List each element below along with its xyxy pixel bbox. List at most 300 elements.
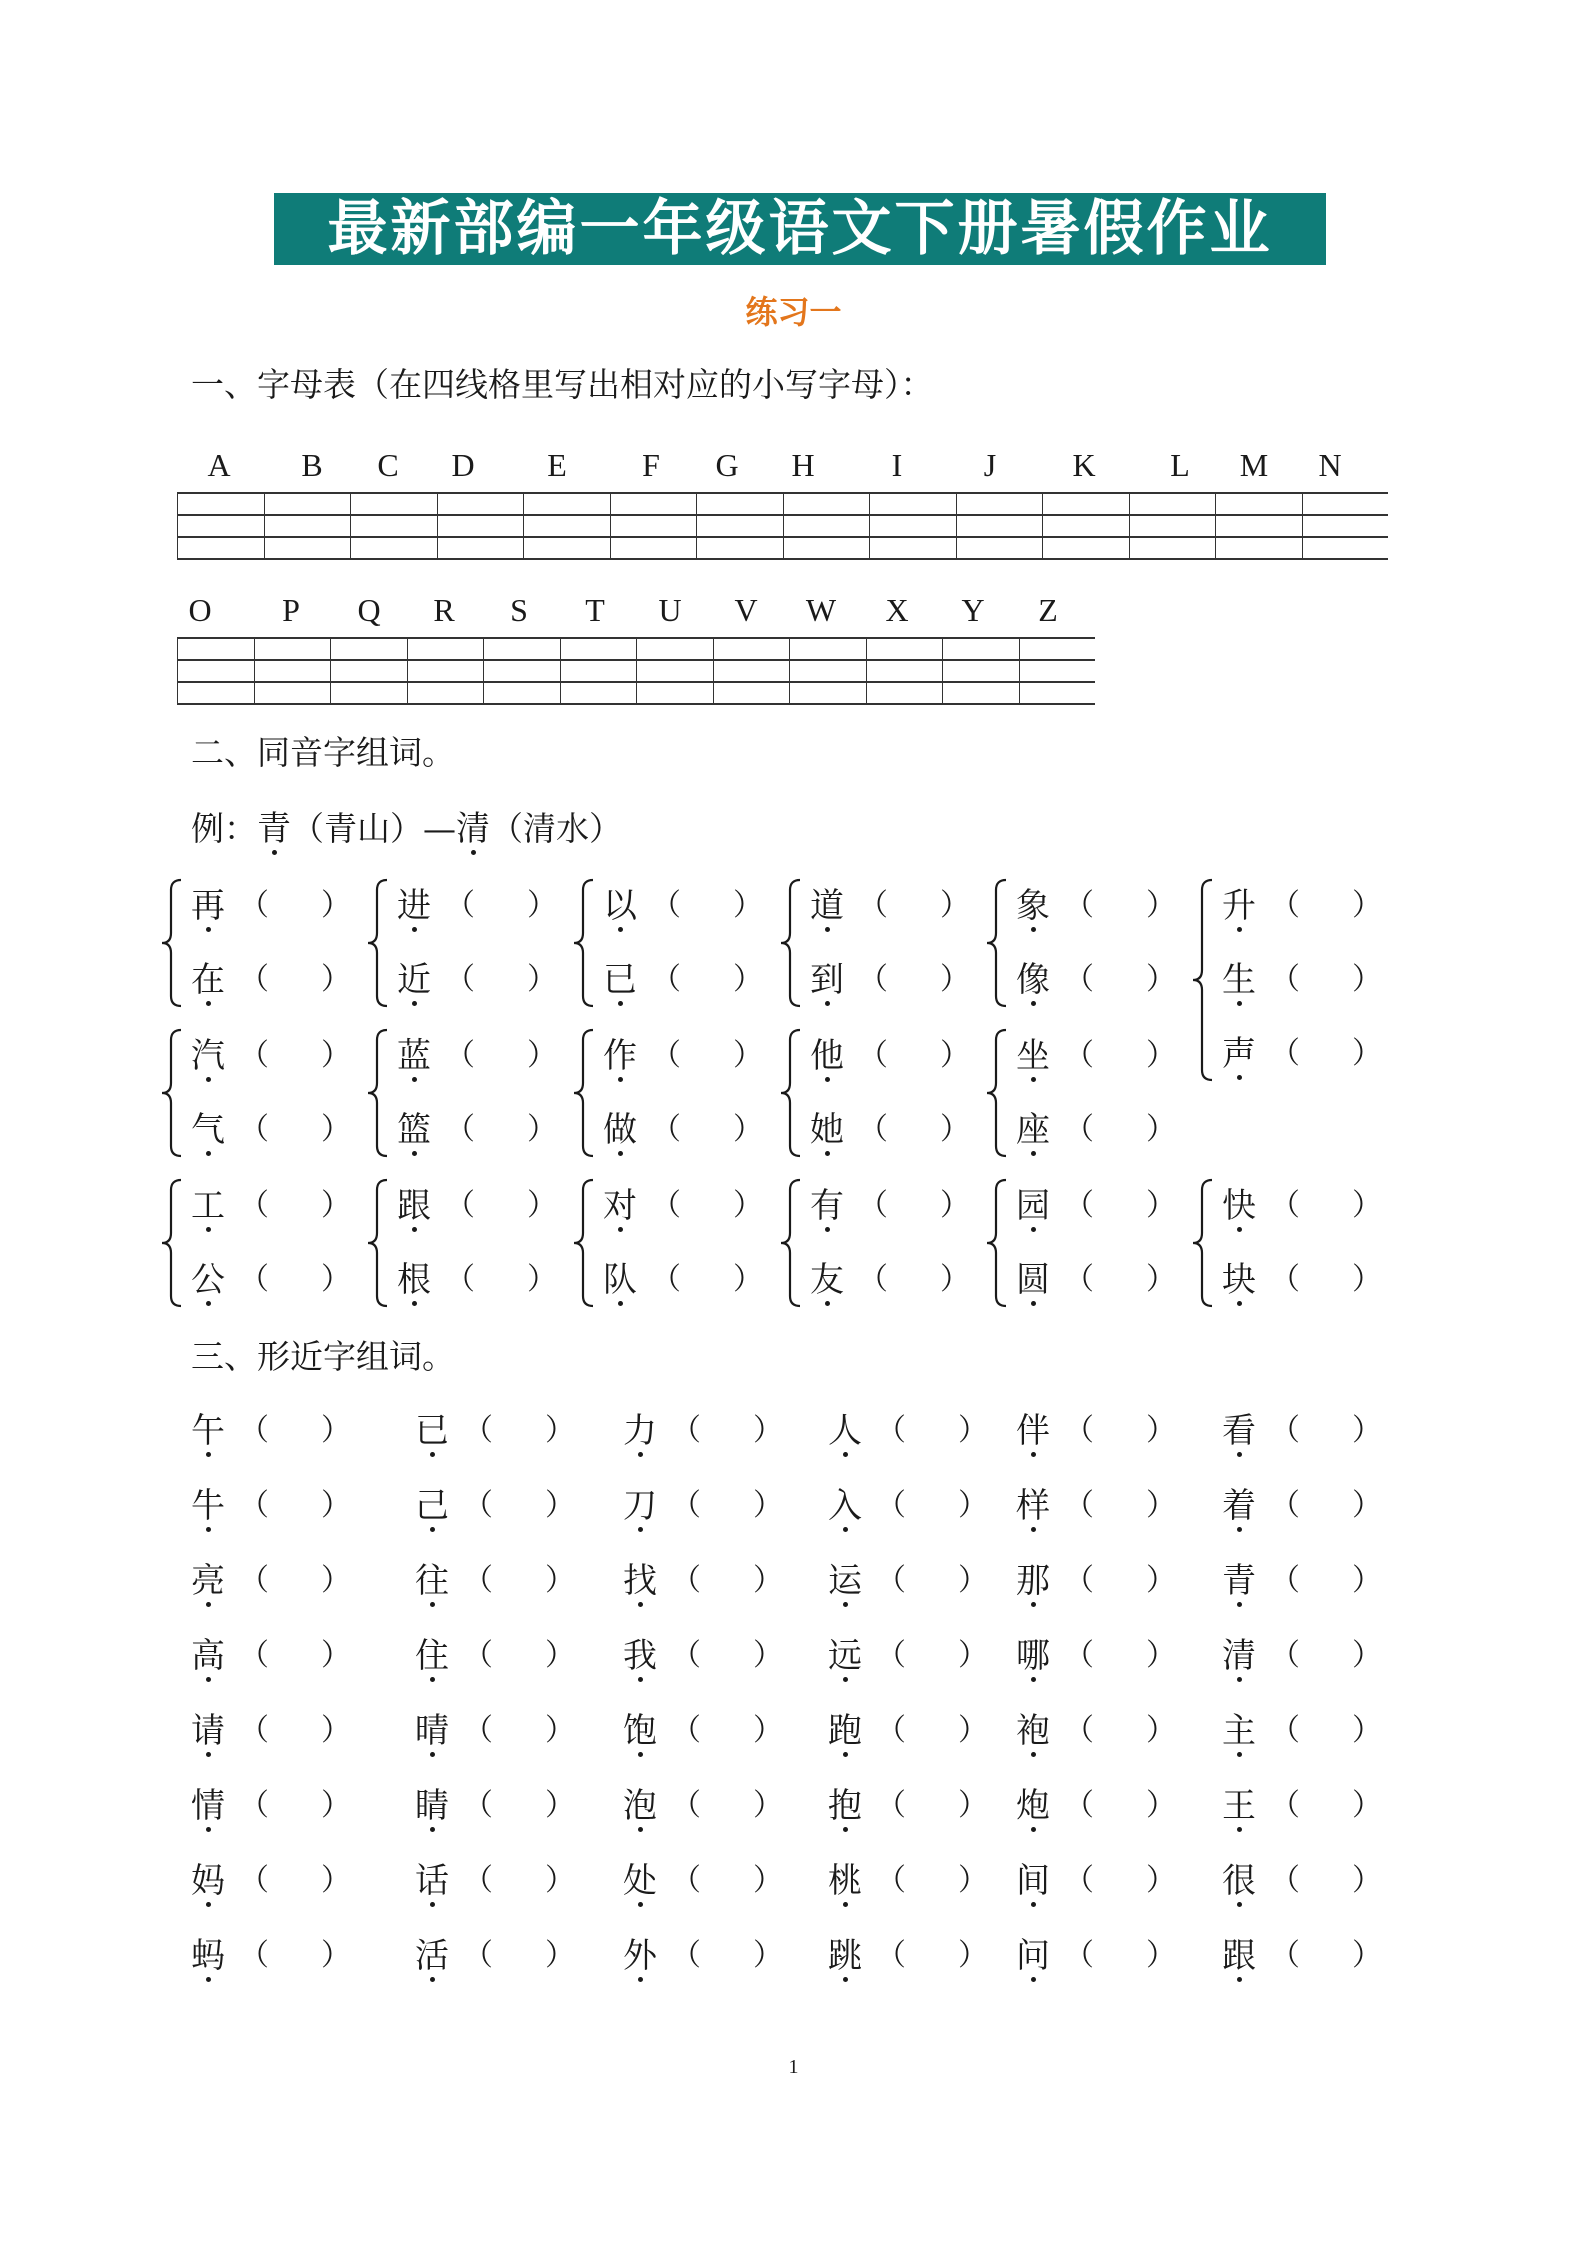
alphabet-letter: M xyxy=(1239,447,1269,483)
alphabet-letter: L xyxy=(1170,447,1190,483)
answer-paren-open: （ xyxy=(671,1638,701,1673)
homophone-item xyxy=(1016,1258,1050,1302)
homophone-item xyxy=(603,1108,637,1152)
answer-paren-open: （ xyxy=(1064,1638,1094,1673)
similar-char: 间 xyxy=(1016,1861,1050,1901)
answer-paren-close: ） xyxy=(1352,1713,1382,1748)
answer-paren-close: ） xyxy=(321,1713,351,1748)
homophone-char: 进 xyxy=(397,886,431,926)
similar-char: 泡 xyxy=(623,1786,657,1826)
four-line-grid-1[interactable] xyxy=(177,492,1388,560)
similar-char-item xyxy=(415,1859,449,1903)
section1-heading: 一、字母表（在四线格里写出相对应的小写字母）： xyxy=(191,365,934,404)
answer-paren-open: （ xyxy=(445,1262,475,1297)
similar-char-item xyxy=(1222,1784,1256,1828)
answer-paren-open: （ xyxy=(1064,1112,1094,1147)
exercise-subtitle: 练习一 xyxy=(745,293,842,331)
similar-char: 午 xyxy=(191,1411,225,1451)
answer-paren-open: （ xyxy=(239,962,269,997)
answer-paren-close: ） xyxy=(527,1188,557,1223)
similar-char-item xyxy=(623,1859,657,1903)
brace-icon xyxy=(778,878,804,1012)
answer-paren-close: ） xyxy=(1146,962,1176,997)
example-word-1: （青山） xyxy=(291,809,423,848)
similar-char: 请 xyxy=(191,1711,225,1751)
page-title: 最新部编一年级语文下册暑假作业 xyxy=(327,194,1273,264)
answer-paren-open: （ xyxy=(239,1262,269,1297)
homophone-char: 块 xyxy=(1222,1260,1256,1300)
homophone-char: 道 xyxy=(810,886,844,926)
grid-cell[interactable] xyxy=(523,492,610,560)
section3-heading: 三、形近字组词。 xyxy=(191,1337,455,1376)
homophone-char: 已 xyxy=(603,960,637,1000)
answer-paren-close: ） xyxy=(545,1488,575,1523)
answer-paren-close: ） xyxy=(753,1863,783,1898)
answer-paren-close: ） xyxy=(527,962,557,997)
grid-cell[interactable] xyxy=(866,637,943,705)
answer-paren-open: （ xyxy=(858,888,888,923)
answer-paren-close: ） xyxy=(733,1262,763,1297)
four-line-grid-2[interactable] xyxy=(177,637,1095,705)
similar-char-item xyxy=(191,1409,225,1453)
similar-char-item xyxy=(1222,1934,1256,1978)
homophone-char: 生 xyxy=(1222,960,1256,1000)
alphabet-letter: G xyxy=(715,447,739,483)
grid-cell[interactable] xyxy=(254,637,331,705)
grid-cell[interactable] xyxy=(1019,637,1096,705)
brace-icon xyxy=(984,1028,1010,1162)
example-char-2: 清 xyxy=(456,809,490,849)
answer-paren-open: （ xyxy=(671,1863,701,1898)
answer-paren-open: （ xyxy=(671,1563,701,1598)
answer-paren-close: ） xyxy=(321,1938,351,1973)
similar-char-item xyxy=(828,1934,862,1978)
similar-char: 妈 xyxy=(191,1861,225,1901)
homophone-item xyxy=(191,1108,225,1152)
answer-paren-close: ） xyxy=(753,1488,783,1523)
similar-char: 伴 xyxy=(1016,1411,1050,1451)
answer-paren-open: （ xyxy=(445,1112,475,1147)
answer-paren-close: ） xyxy=(958,1413,988,1448)
example-dash: — xyxy=(423,809,456,848)
alphabet-letter: H xyxy=(791,447,815,483)
answer-paren-close: ） xyxy=(733,1112,763,1147)
similar-char-item xyxy=(1016,1409,1050,1453)
similar-char-item xyxy=(828,1709,862,1753)
similar-char: 那 xyxy=(1016,1561,1050,1601)
homophone-item xyxy=(1016,1184,1050,1228)
similar-char: 跑 xyxy=(828,1711,862,1751)
answer-paren-close: ） xyxy=(753,1413,783,1448)
grid-line xyxy=(177,659,1095,661)
similar-char: 外 xyxy=(623,1936,657,1976)
answer-paren-close: ） xyxy=(527,1038,557,1073)
answer-paren-open: （ xyxy=(1064,1188,1094,1223)
homophone-item xyxy=(397,958,431,1002)
similar-char-item xyxy=(623,1484,657,1528)
answer-paren-open: （ xyxy=(1270,1563,1300,1598)
similar-char-item xyxy=(191,1559,225,1603)
homophone-char: 圆 xyxy=(1016,1260,1050,1300)
answer-paren-open: （ xyxy=(1270,888,1300,923)
grid-cell[interactable] xyxy=(1042,492,1129,560)
grid-cell[interactable] xyxy=(330,637,407,705)
grid-cell[interactable] xyxy=(407,637,484,705)
brace-icon xyxy=(571,1178,597,1312)
similar-char-item xyxy=(1222,1859,1256,1903)
homophone-char: 再 xyxy=(191,886,225,926)
answer-paren-open: （ xyxy=(1064,1038,1094,1073)
answer-paren-close: ） xyxy=(958,1788,988,1823)
grid-cell[interactable] xyxy=(1129,492,1216,560)
answer-paren-close: ） xyxy=(958,1863,988,1898)
answer-paren-open: （ xyxy=(463,1563,493,1598)
grid-cell[interactable] xyxy=(264,492,351,560)
similar-char-item xyxy=(191,1934,225,1978)
answer-paren-close: ） xyxy=(958,1638,988,1673)
answer-paren-open: （ xyxy=(858,1262,888,1297)
similar-char: 话 xyxy=(415,1861,449,1901)
answer-paren-open: （ xyxy=(1064,1488,1094,1523)
answer-paren-open: （ xyxy=(239,1938,269,1973)
page-number: 1 xyxy=(788,2056,799,2078)
similar-char: 处 xyxy=(623,1861,657,1901)
similar-char-item xyxy=(623,1709,657,1753)
answer-paren-close: ） xyxy=(753,1788,783,1823)
homophone-item xyxy=(191,958,225,1002)
similar-char: 往 xyxy=(415,1561,449,1601)
answer-paren-close: ） xyxy=(733,888,763,923)
grid-cell[interactable] xyxy=(610,492,697,560)
answer-paren-open: （ xyxy=(239,1713,269,1748)
homophone-item xyxy=(810,1258,844,1302)
answer-paren-close: ） xyxy=(545,1713,575,1748)
brace-icon xyxy=(984,878,1010,1012)
homophone-char: 作 xyxy=(603,1036,637,1076)
similar-char: 高 xyxy=(191,1636,225,1676)
homophone-char: 做 xyxy=(603,1110,637,1150)
homophone-item xyxy=(397,1034,431,1078)
answer-paren-close: ） xyxy=(321,888,351,923)
grid-cell[interactable] xyxy=(636,637,713,705)
answer-paren-close: ） xyxy=(753,1638,783,1673)
alphabet-letter: K xyxy=(1072,447,1096,483)
answer-paren-open: （ xyxy=(1270,1188,1300,1223)
grid-cell[interactable] xyxy=(1215,492,1302,560)
answer-paren-close: ） xyxy=(1352,1863,1382,1898)
similar-char-item xyxy=(415,1559,449,1603)
grid-line xyxy=(177,514,1388,516)
similar-char-item xyxy=(1016,1559,1050,1603)
answer-paren-open: （ xyxy=(876,1713,906,1748)
brace-icon xyxy=(159,1178,185,1312)
homophone-char: 到 xyxy=(810,960,844,1000)
answer-paren-close: ） xyxy=(1352,1488,1382,1523)
answer-paren-open: （ xyxy=(239,1488,269,1523)
answer-paren-open: （ xyxy=(876,1413,906,1448)
homophone-char: 篮 xyxy=(397,1110,431,1150)
alphabet-letter: F xyxy=(642,447,660,483)
homophone-char: 根 xyxy=(397,1260,431,1300)
answer-paren-close: ） xyxy=(1146,1938,1176,1973)
answer-paren-close: ） xyxy=(940,962,970,997)
answer-paren-close: ） xyxy=(1352,1938,1382,1973)
similar-char: 哪 xyxy=(1016,1636,1050,1676)
homophone-item xyxy=(603,884,637,928)
answer-paren-open: （ xyxy=(1064,1863,1094,1898)
answer-paren-close: ） xyxy=(958,1488,988,1523)
answer-paren-open: （ xyxy=(463,1938,493,1973)
grid-cell[interactable] xyxy=(483,637,560,705)
similar-char: 住 xyxy=(415,1636,449,1676)
answer-paren-close: ） xyxy=(1146,888,1176,923)
similar-char: 桃 xyxy=(828,1861,862,1901)
brace-icon xyxy=(571,1028,597,1162)
answer-paren-close: ） xyxy=(1352,1262,1382,1297)
similar-char: 蚂 xyxy=(191,1936,225,1976)
similar-char: 运 xyxy=(828,1561,862,1601)
homophone-char: 园 xyxy=(1016,1186,1050,1226)
answer-paren-close: ） xyxy=(1352,1638,1382,1673)
answer-paren-open: （ xyxy=(858,1038,888,1073)
homophone-item xyxy=(397,1184,431,1228)
answer-paren-close: ） xyxy=(1146,1863,1176,1898)
homophone-item xyxy=(1222,1184,1256,1228)
answer-paren-close: ） xyxy=(753,1563,783,1598)
brace-icon xyxy=(365,1178,391,1312)
homophone-char: 公 xyxy=(191,1260,225,1300)
alphabet-letter: Y xyxy=(961,592,985,628)
similar-char-item xyxy=(623,1784,657,1828)
answer-paren-close: ） xyxy=(940,1188,970,1223)
similar-char: 入 xyxy=(828,1486,862,1526)
answer-paren-open: （ xyxy=(1270,1788,1300,1823)
similar-char: 已 xyxy=(415,1411,449,1451)
brace-icon xyxy=(1190,878,1216,1086)
similar-char-item xyxy=(415,1409,449,1453)
answer-paren-close: ） xyxy=(321,1413,351,1448)
brace-icon xyxy=(365,1028,391,1162)
similar-char: 跟 xyxy=(1222,1936,1256,1976)
similar-char: 炮 xyxy=(1016,1786,1050,1826)
answer-paren-close: ） xyxy=(321,1112,351,1147)
example-line xyxy=(191,806,622,852)
answer-paren-close: ） xyxy=(321,1488,351,1523)
answer-paren-open: （ xyxy=(445,1038,475,1073)
homophone-item xyxy=(603,1184,637,1228)
answer-paren-open: （ xyxy=(1064,1788,1094,1823)
similar-char: 跳 xyxy=(828,1936,862,1976)
similar-char-item xyxy=(191,1859,225,1903)
homophone-item xyxy=(397,1108,431,1152)
answer-paren-open: （ xyxy=(239,1038,269,1073)
homophone-item xyxy=(810,1184,844,1228)
answer-paren-open: （ xyxy=(463,1713,493,1748)
answer-paren-close: ） xyxy=(1352,1563,1382,1598)
alphabet-letter: I xyxy=(891,447,903,483)
answer-paren-open: （ xyxy=(876,1938,906,1973)
similar-char-item xyxy=(1016,1784,1050,1828)
similar-char-item xyxy=(191,1634,225,1678)
answer-paren-open: （ xyxy=(1270,1262,1300,1297)
similar-char-item xyxy=(1016,1934,1050,1978)
homophone-char: 友 xyxy=(810,1260,844,1300)
similar-char-item xyxy=(623,1634,657,1678)
alphabet-letter: D xyxy=(451,447,475,483)
alphabet-letter: A xyxy=(207,447,231,483)
section2-heading: 二、同音字组词。 xyxy=(191,733,455,772)
answer-paren-close: ） xyxy=(545,1413,575,1448)
grid-cell[interactable] xyxy=(1302,492,1389,560)
homophone-item xyxy=(810,958,844,1002)
answer-paren-close: ） xyxy=(321,1788,351,1823)
homophone-item xyxy=(1222,958,1256,1002)
homophone-char: 他 xyxy=(810,1036,844,1076)
grid-cell[interactable] xyxy=(177,492,264,560)
homophone-char: 蓝 xyxy=(397,1036,431,1076)
homophone-char: 象 xyxy=(1016,886,1050,926)
grid-cell[interactable] xyxy=(789,637,866,705)
answer-paren-open: （ xyxy=(463,1638,493,1673)
grid-cell[interactable] xyxy=(956,492,1043,560)
answer-paren-close: ） xyxy=(545,1788,575,1823)
answer-paren-close: ） xyxy=(1352,1788,1382,1823)
grid-cell[interactable] xyxy=(713,637,790,705)
grid-line xyxy=(177,536,1388,538)
answer-paren-open: （ xyxy=(1270,1938,1300,1973)
alphabet-letter: Q xyxy=(357,592,381,628)
answer-paren-open: （ xyxy=(1270,1713,1300,1748)
answer-paren-open: （ xyxy=(1270,1638,1300,1673)
similar-char-item xyxy=(1222,1634,1256,1678)
similar-char: 牛 xyxy=(191,1486,225,1526)
example-word-2: （清水） xyxy=(490,809,622,848)
similar-char: 亮 xyxy=(191,1561,225,1601)
answer-paren-close: ） xyxy=(545,1863,575,1898)
similar-char: 抱 xyxy=(828,1786,862,1826)
answer-paren-close: ） xyxy=(545,1638,575,1673)
answer-paren-open: （ xyxy=(858,1112,888,1147)
grid-cell[interactable] xyxy=(177,637,254,705)
answer-paren-close: ） xyxy=(1146,1188,1176,1223)
homophone-char: 近 xyxy=(397,960,431,1000)
homophone-item xyxy=(1222,1258,1256,1302)
alphabet-letter: W xyxy=(805,592,837,628)
answer-paren-open: （ xyxy=(445,962,475,997)
grid-cell[interactable] xyxy=(350,492,437,560)
answer-paren-close: ） xyxy=(733,962,763,997)
similar-char-item xyxy=(1016,1484,1050,1528)
answer-paren-close: ） xyxy=(1146,1038,1176,1073)
homophone-item xyxy=(1222,1032,1256,1076)
grid-cell[interactable] xyxy=(560,637,637,705)
similar-char-item xyxy=(191,1709,225,1753)
answer-paren-close: ） xyxy=(1352,888,1382,923)
grid-line xyxy=(177,492,1388,494)
homophone-char: 升 xyxy=(1222,886,1256,926)
similar-char: 远 xyxy=(828,1636,862,1676)
answer-paren-open: （ xyxy=(651,1188,681,1223)
similar-char-item xyxy=(623,1559,657,1603)
grid-cell[interactable] xyxy=(696,492,783,560)
homophone-item xyxy=(1016,1108,1050,1152)
grid-cell[interactable] xyxy=(437,492,524,560)
answer-paren-open: （ xyxy=(239,1788,269,1823)
answer-paren-open: （ xyxy=(1270,1036,1300,1071)
answer-paren-open: （ xyxy=(1064,1938,1094,1973)
similar-char: 饱 xyxy=(623,1711,657,1751)
answer-paren-open: （ xyxy=(876,1638,906,1673)
alphabet-letter: J xyxy=(983,447,997,483)
similar-char-item xyxy=(415,1634,449,1678)
grid-line xyxy=(177,637,1095,639)
answer-paren-open: （ xyxy=(1064,1262,1094,1297)
grid-cell[interactable] xyxy=(869,492,956,560)
similar-char-item xyxy=(415,1709,449,1753)
homophone-item xyxy=(397,1258,431,1302)
answer-paren-close: ） xyxy=(1146,1262,1176,1297)
similar-char-item xyxy=(191,1484,225,1528)
homophone-item xyxy=(1016,884,1050,928)
answer-paren-close: ） xyxy=(1146,1563,1176,1598)
answer-paren-open: （ xyxy=(651,1112,681,1147)
answer-paren-close: ） xyxy=(1146,1713,1176,1748)
answer-paren-close: ） xyxy=(321,1262,351,1297)
answer-paren-open: （ xyxy=(858,962,888,997)
answer-paren-close: ） xyxy=(321,1038,351,1073)
similar-char: 情 xyxy=(191,1786,225,1826)
grid-cell[interactable] xyxy=(942,637,1019,705)
answer-paren-close: ） xyxy=(1352,962,1382,997)
similar-char: 主 xyxy=(1222,1711,1256,1751)
answer-paren-close: ） xyxy=(545,1563,575,1598)
homophone-item xyxy=(810,884,844,928)
homophone-char: 队 xyxy=(603,1260,637,1300)
homophone-char: 在 xyxy=(191,960,225,1000)
page-title-banner xyxy=(274,193,1326,265)
homophone-char: 跟 xyxy=(397,1186,431,1226)
answer-paren-open: （ xyxy=(671,1488,701,1523)
answer-paren-close: ） xyxy=(940,888,970,923)
homophone-char: 坐 xyxy=(1016,1036,1050,1076)
brace-icon xyxy=(159,878,185,1012)
similar-char-item xyxy=(1016,1709,1050,1753)
similar-char: 刀 xyxy=(623,1486,657,1526)
similar-char-item xyxy=(1016,1634,1050,1678)
answer-paren-open: （ xyxy=(671,1713,701,1748)
answer-paren-close: ） xyxy=(1146,1788,1176,1823)
answer-paren-close: ） xyxy=(733,1038,763,1073)
similar-char-item xyxy=(415,1784,449,1828)
similar-char: 人 xyxy=(828,1411,862,1451)
alphabet-letter: V xyxy=(734,592,758,628)
alphabet-letter: O xyxy=(188,592,212,628)
similar-char-item xyxy=(415,1484,449,1528)
alphabet-letter: T xyxy=(585,592,605,628)
grid-line xyxy=(177,681,1095,683)
answer-paren-close: ） xyxy=(545,1938,575,1973)
alphabet-letter: C xyxy=(377,447,399,483)
grid-cell[interactable] xyxy=(783,492,870,560)
answer-paren-open: （ xyxy=(239,1563,269,1598)
answer-paren-open: （ xyxy=(1270,962,1300,997)
answer-paren-close: ） xyxy=(1146,1112,1176,1147)
brace-icon xyxy=(571,878,597,1012)
alphabet-letter: P xyxy=(282,592,300,628)
brace-icon xyxy=(778,1178,804,1312)
alphabet-letter: N xyxy=(1318,447,1342,483)
homophone-item xyxy=(1016,1034,1050,1078)
